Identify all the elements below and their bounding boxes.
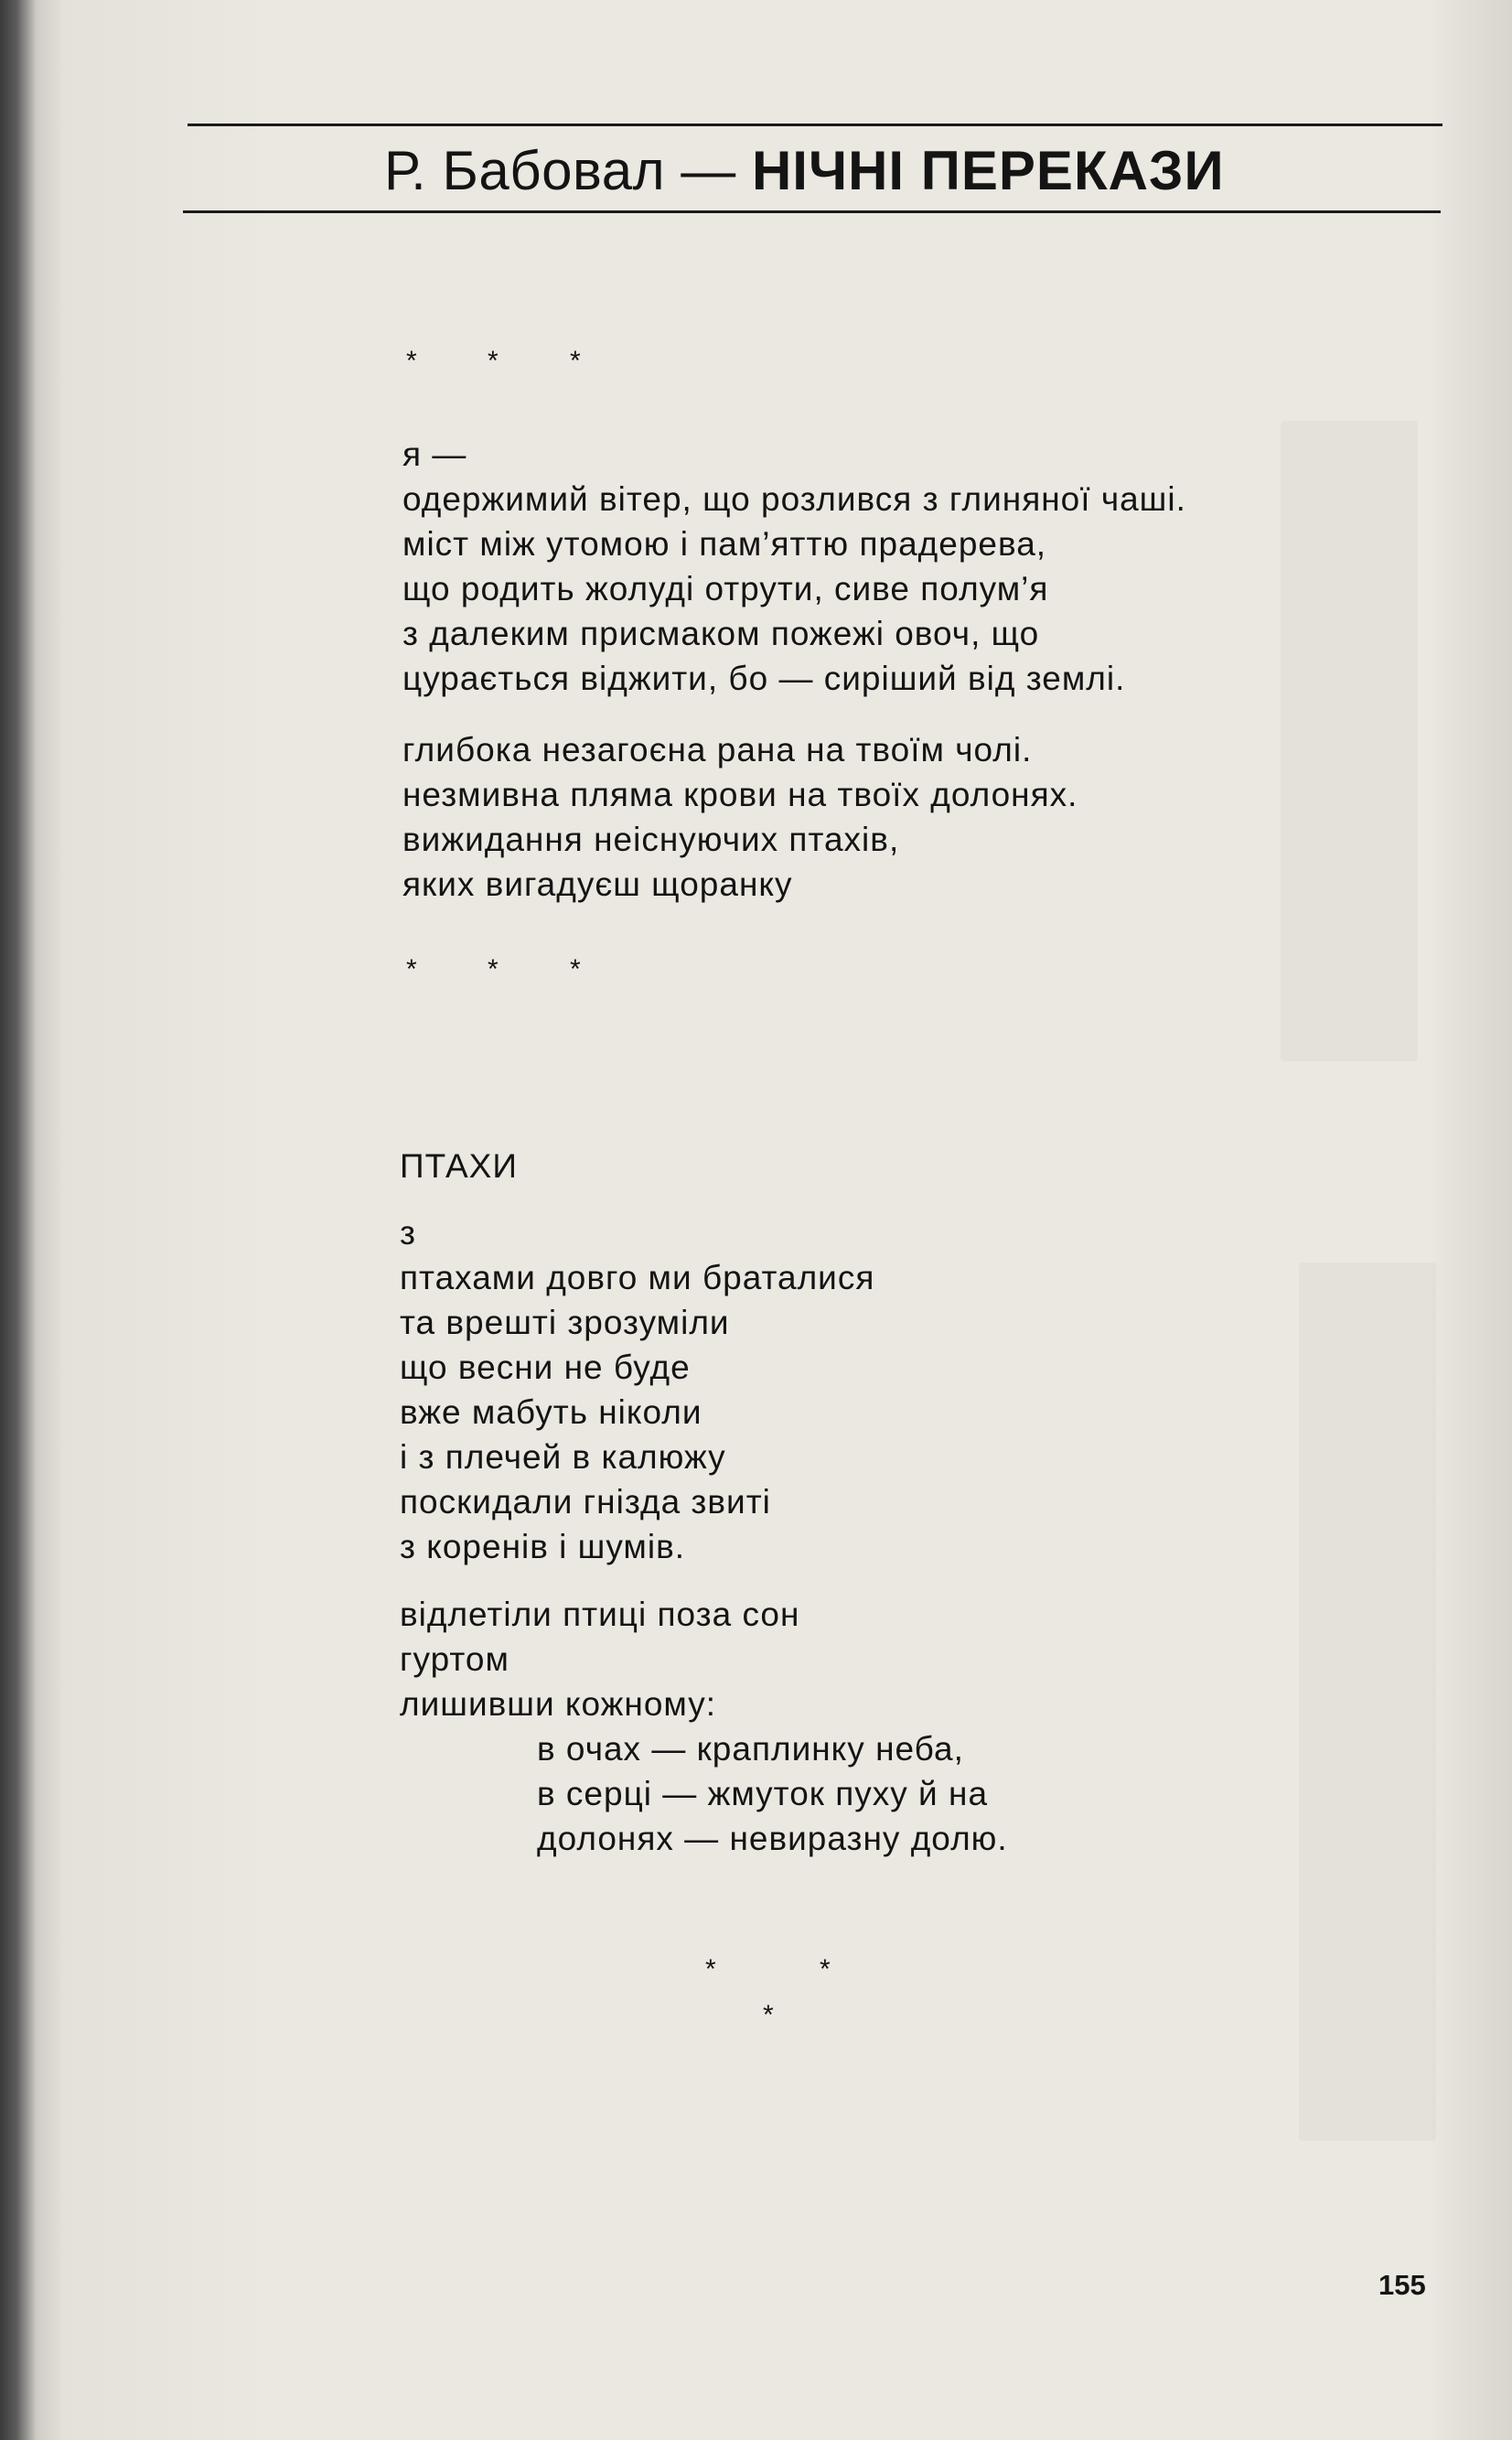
poem-line: що весни не буде [400,1349,691,1386]
header-rule-top [188,124,1442,126]
running-header [384,137,1225,205]
page-number: 155 [1378,2269,1426,2301]
header-title: НІЧНІ ПЕРЕКАЗИ [751,140,1225,201]
poem-line: відлетіли птиці поза сон [400,1596,800,1633]
poem-line: незмивна пляма крови на твоїх долонях. [402,776,1078,813]
poem-line: гуртом [400,1640,509,1678]
poem-line: в серці — жмуток пуху й на [537,1775,989,1812]
header-rule-bottom [183,210,1441,213]
header-author: Р. Бабовал [384,140,666,201]
bleed-through-block [1281,421,1418,1061]
poem-line: вижидання неіснуючих птахів, [402,821,900,858]
poem-line: з далеким присмаком пожежі овоч, що [402,615,1040,652]
poem-line: глибока незагоєна рана на твоїм чолі. [402,731,1033,769]
poem-line: яких вигадуєш щоранку [402,865,793,903]
separator-star: * [406,954,417,984]
poem-line: цурається віджити, бо — сиріший від землі. [402,660,1126,697]
poem-2-stanza-2 [400,1592,1008,1861]
poem-line: долонях — невиразну долю. [537,1820,1008,1857]
separator-star: * [488,954,499,984]
poem-title: ПТАХИ [400,1147,518,1185]
poem-line: птахами довго ми браталися [400,1259,875,1296]
separator-star: * [488,346,499,376]
poem-1-stanza-1 [402,432,1186,701]
poem-line: і з плечей в калюжу [400,1438,726,1476]
poem-line: лишивши кожному: [400,1685,717,1723]
poem-line: я — [402,435,467,473]
poem-line: в очах — краплинку неба, [537,1730,964,1768]
poem-line: одержимий вітер, що розлився з глиняної чаші. [402,480,1186,518]
poem-line: що родить жолуді отрути, сиве полум’я [402,570,1049,607]
separator-star: * [570,954,581,984]
separator-star: * [705,1954,716,1984]
separator-star: * [820,1954,831,1984]
poem-2-stanza-1 [400,1210,874,1569]
poem-line: міст між утомою і пам’яттю прадерева, [402,525,1047,563]
poem-1-stanza-2 [402,727,1078,907]
poem-line: та врешті зрозуміли [400,1304,730,1341]
header-dash: — [665,140,752,201]
separator-star: * [763,2000,774,2030]
poem-line: вже мабуть ніколи [400,1393,702,1431]
poem-line: з коренів і шумів. [400,1528,686,1565]
poem-line: з [400,1214,416,1252]
separator-star: * [406,346,417,376]
bleed-through-block [1299,1263,1436,2141]
separator-star: * [570,346,581,376]
poem-line: поскидали гнізда звиті [400,1483,771,1521]
